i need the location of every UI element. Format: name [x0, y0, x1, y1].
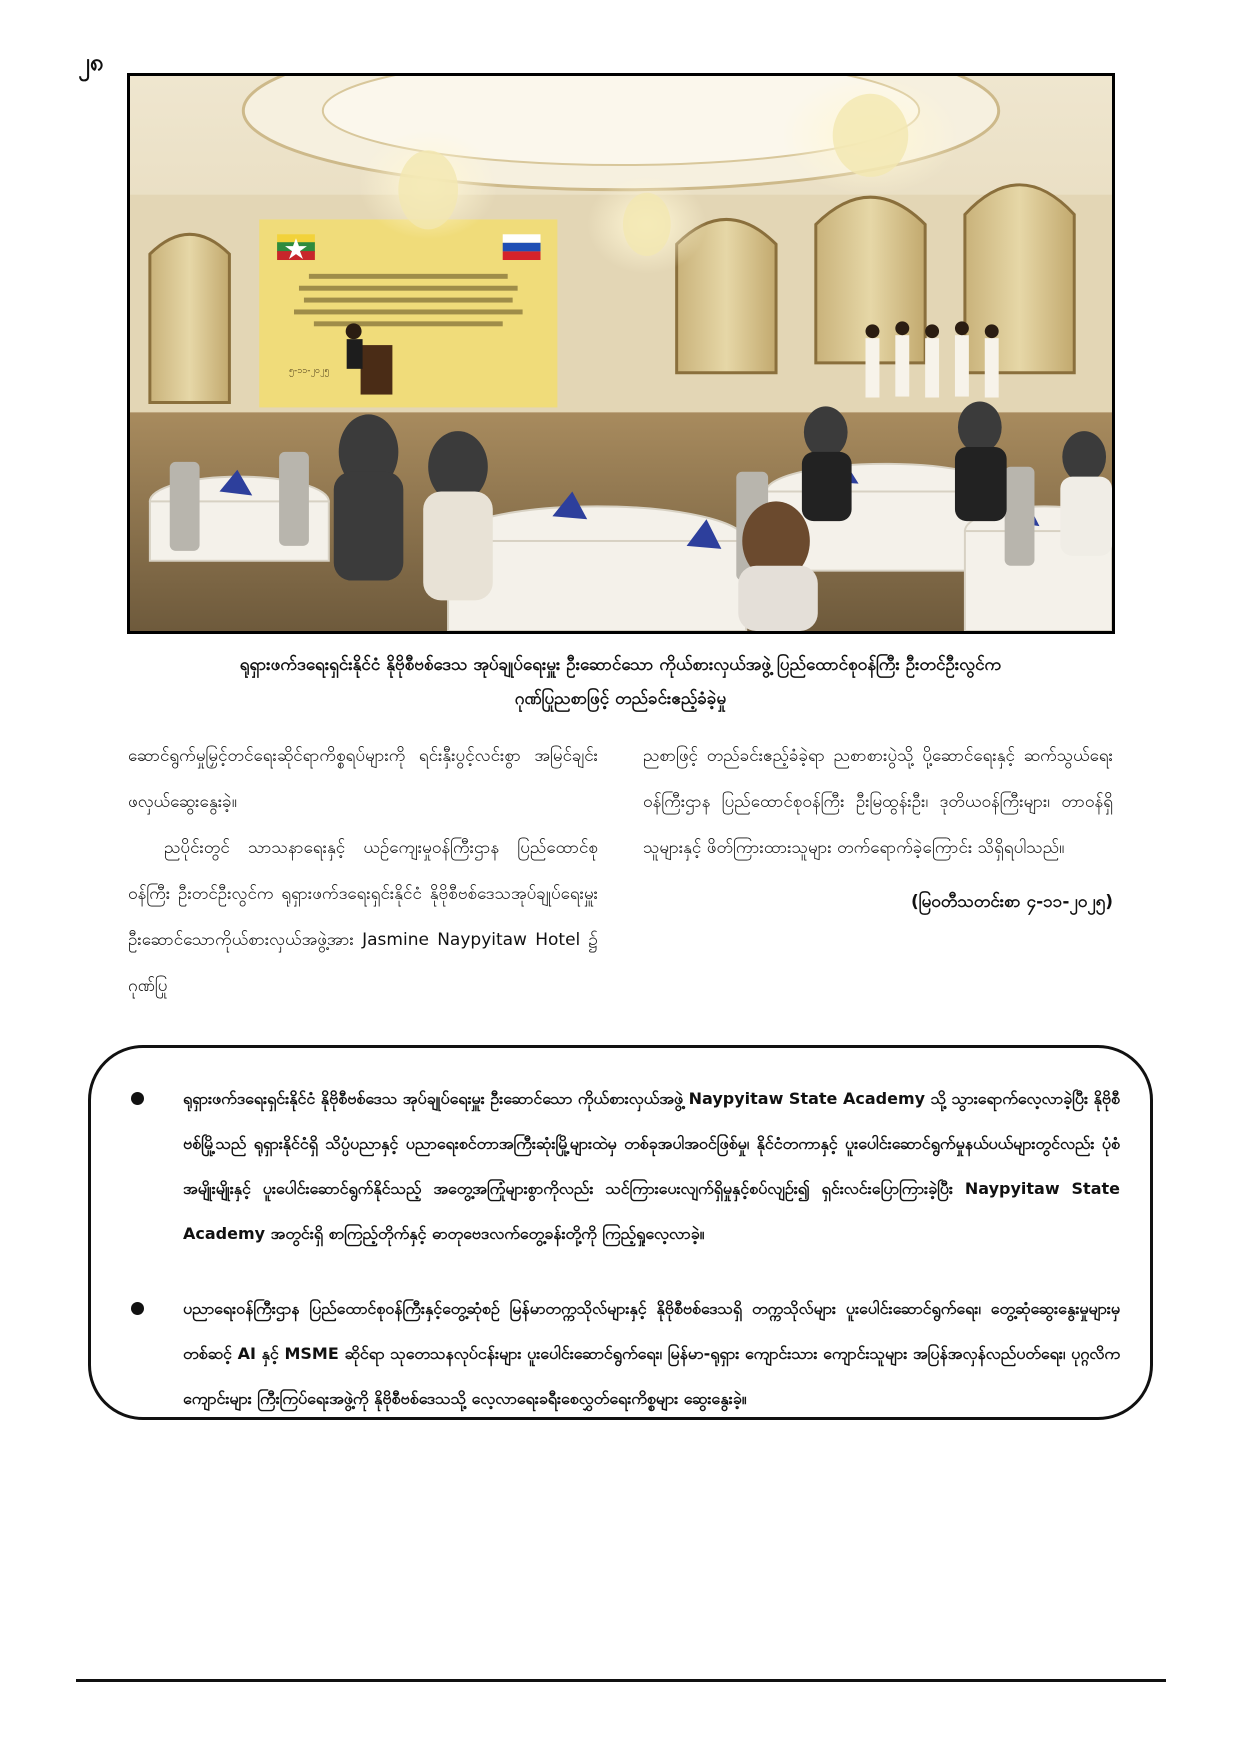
banner-date: ၅-၁၁-၂၀၂၅ — [289, 365, 330, 376]
highlights-box — [88, 1045, 1153, 1420]
body-paragraph: ညစာဖြင့် တည်ခင်းဧည့်ခံခဲ့ရာ ညစာစားပွဲသို့ ပို့ဆောင်ရေးနှင့် ဆက်သွယ်ရေးဝန်ကြီးဌာန ပြည်ထောင်စုဝန်ကြီး ဦးမြထွန်းဦး၊ ဒုတိယဝန်ကြီးများ၊ တာဝန်ရှိသူများနှင့် ဖိတ်ကြားထားသူများ တက်ရောက်ခဲ့ကြောင်း သိရှိရပါသည်။ — [643, 746, 1113, 858]
caption-line-1: ရုရှားဖက်ဒရေးရှင်းနိုင်ငံ နိုဗိုစီဗစ်ဒေသ အုပ်ချုပ်ရေးမှူး ဦးဆောင်သော ကိုယ်စားလှယ်အဖွဲ့ ပြည်ထောင်စုဝန်ကြီး ဦးတင်ဦးလွင်က — [239, 655, 1002, 675]
news-source: (မြဝတီသတင်းစာ ၄-၁၁-၂၀၂၅) — [910, 892, 1113, 912]
page-number: ၂၈ — [78, 48, 104, 76]
bullet-item — [131, 1076, 1120, 1256]
footer-rule — [76, 1679, 1166, 1682]
bullet-icon — [131, 1092, 144, 1105]
body-column-left — [128, 733, 598, 1009]
photo-caption — [100, 648, 1141, 716]
bullet-text: ပညာရေးဝန်ကြီးဌာန ပြည်ထောင်စုဝန်ကြီးနှင့်တွေ့ဆုံစဉ် မြန်မာတက္ကသိုလ်များနှင့် နိုဗိုစီဗစ်ဒေသရှိ တက္ကသိုလ်များ ပူးပေါင်းဆောင်ရွက်ရေး၊ တွေ့ဆုံဆွေးနွေးမှုများမှတစ်ဆင့် AI နှင့် MSME ဆိုင်ရာ သုတေသနလုပ်ငန်းများ ပူးပေါင်းဆောင်ရွက်ရေး၊ မြန်မာ-ရုရှား ကျောင်းသား ကျောင်းသူများ အပြန်အလှန်လည်ပတ်ရေး၊ ပုဂ္ဂလိကကျောင်းများ ကြီးကြပ်ရေးအဖွဲ့ကို နိုဗိုစီဗစ်ဒေသသို့ လေ့လာရေးခရီးစေလွှတ်ရေးကိစ္စများ ဆွေးနွေးခဲ့။ — [183, 1299, 1121, 1408]
bullet-icon — [131, 1302, 144, 1315]
event-photo — [127, 73, 1115, 634]
caption-line-2: ဂုဏ်ပြုညစာဖြင့် တည်ခင်းဧည့်ခံခဲ့မှု — [514, 689, 727, 709]
bullet-item — [131, 1286, 1120, 1421]
body-column-right — [643, 733, 1113, 925]
body-paragraph: ညပိုင်းတွင် သာသနာရေးနှင့် ယဉ်ကျေးမှုဝန်ကြီးဌာန ပြည်ထောင်စုဝန်ကြီး ဦးတင်ဦးလွင်က ရုရှားဖက်ဒရေးရှင်းနိုင်ငံ နိုဗိုစီဗစ်ဒေသအုပ်ချုပ်ရေးမှူး ဦးဆောင်သောကိုယ်စားလှယ်အဖွဲ့အား Jasmine Naypyitaw Hotel ၌ ဂုဏ်ပြု — [128, 838, 598, 996]
body-paragraph: ဆောင်ရွက်မှုမြှင့်တင်ရေးဆိုင်ရာကိစ္စရပ်များကို ရင်းနှီးပွင့်လင်းစွာ အမြင်ချင်းဖလှယ်ဆွေးနွေးခဲ့။ — [128, 746, 598, 812]
bullet-text: ရုရှားဖက်ဒရေးရှင်းနိုင်ငံ နိုဗိုစီဗစ်ဒေသ အုပ်ချုပ်ရေးမှူး ဦးဆောင်သော ကိုယ်စားလှယ်အဖွဲ့ Naypyitaw State Academy သို့ သွားရောက်လေ့လာခဲ့ပြီး နိုဗိုစီဗစ်မြို့သည် ရုရှားနိုင်ငံရှိ သိပ္ပံပညာနှင့် ပညာရေးစင်တာအကြီးဆုံးမြို့များထဲမှ တစ်ခုအပါအဝင်ဖြစ်မှု၊ နိုင်ငံတကာနှင့် ပူးပေါင်းဆောင်ရွက်မှုနယ်ပယ်များတွင်လည်း ပုံစံအမျိုးမျိုးနှင့် ပူးပေါင်းဆောင်ရွက်နိုင်သည့် အတွေ့အကြုံများစွာကိုလည်း သင်ကြားပေးလျက်ရှိမှုနှင့်စပ်လျဉ်း၍ ရှင်းလင်းပြောကြားခဲ့ပြီး Naypyitaw State Academy အတွင်းရှိ စာကြည့်တိုက်နှင့် ဓာတုဗေဒလက်တွေ့ခန်းတို့ကို ကြည့်ရှုလေ့လာခဲ့။ — [183, 1089, 1120, 1243]
